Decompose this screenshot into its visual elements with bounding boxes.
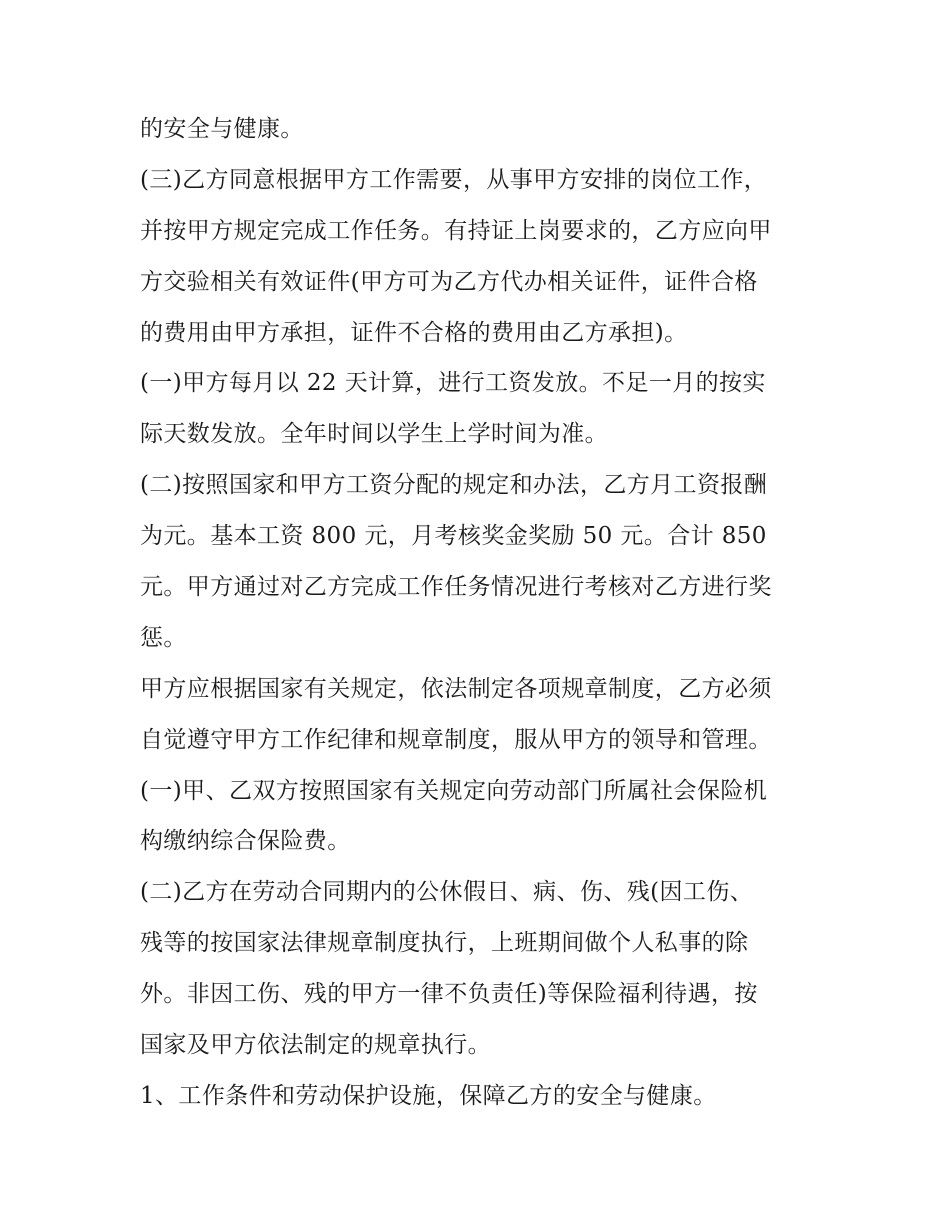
text-line: 1、工作条件和劳动保护设施，保障乙方的安全与健康。 bbox=[140, 1082, 717, 1109]
text-line: 惩。 bbox=[140, 624, 187, 651]
text-line: 为元。基本工资 800 元，月考核奖金奖励 50 元。合计 850 bbox=[140, 523, 767, 550]
text-line: 际天数发放。全年时间以学生上学时间为准。 bbox=[140, 421, 608, 448]
text-line: 并按甲方规定完成工作任务。有持证上岗要求的，乙方应向甲 bbox=[140, 217, 772, 244]
text-line: 构缴纳综合保险费。 bbox=[140, 828, 351, 855]
text-line: 残等的按国家法律规章制度执行，上班期间做个人私事的除 bbox=[140, 930, 749, 957]
text-line: 的安全与健康。 bbox=[140, 116, 304, 142]
text-line: 的费用由甲方承担，证件不合格的费用由乙方承担)。 bbox=[140, 319, 688, 346]
text-line: 国家及甲方依法制定的规章执行。 bbox=[140, 1032, 491, 1059]
text-line: (二)按照国家和甲方工资分配的规定和办法，乙方月工资报酬 bbox=[140, 472, 768, 499]
document-body bbox=[140, 110, 830, 1128]
text-line: (一)甲、乙双方按照国家有关规定向劳动部门所属社会保险机 bbox=[140, 777, 768, 804]
text-line: 元。甲方通过对乙方完成工作任务情况进行考核对乙方进行奖 bbox=[140, 574, 772, 601]
text-line: (三)乙方同意根据甲方工作需要，从事甲方安排的岗位工作， bbox=[140, 166, 768, 193]
text-line: 甲方应根据国家有关规定，依法制定各项规章制度，乙方必须 bbox=[140, 675, 772, 702]
text-line: 外。非因工伤、残的甲方一律不负责任)等保险福利待遇，按 bbox=[140, 981, 758, 1008]
text-line: (二)乙方在劳动合同期内的公休假日、病、伤、残(因工伤、 bbox=[140, 879, 754, 906]
text-line: (一)甲方每月以 22 天计算，进行工资发放。不足一月的按实 bbox=[140, 370, 766, 397]
text-line: 自觉遵守甲方工作纪律和规章制度，服从甲方的领导和管理。 bbox=[140, 726, 772, 753]
text-line: 方交验相关有效证件(甲方可为乙方代办相关证件，证件合格 bbox=[140, 268, 758, 295]
